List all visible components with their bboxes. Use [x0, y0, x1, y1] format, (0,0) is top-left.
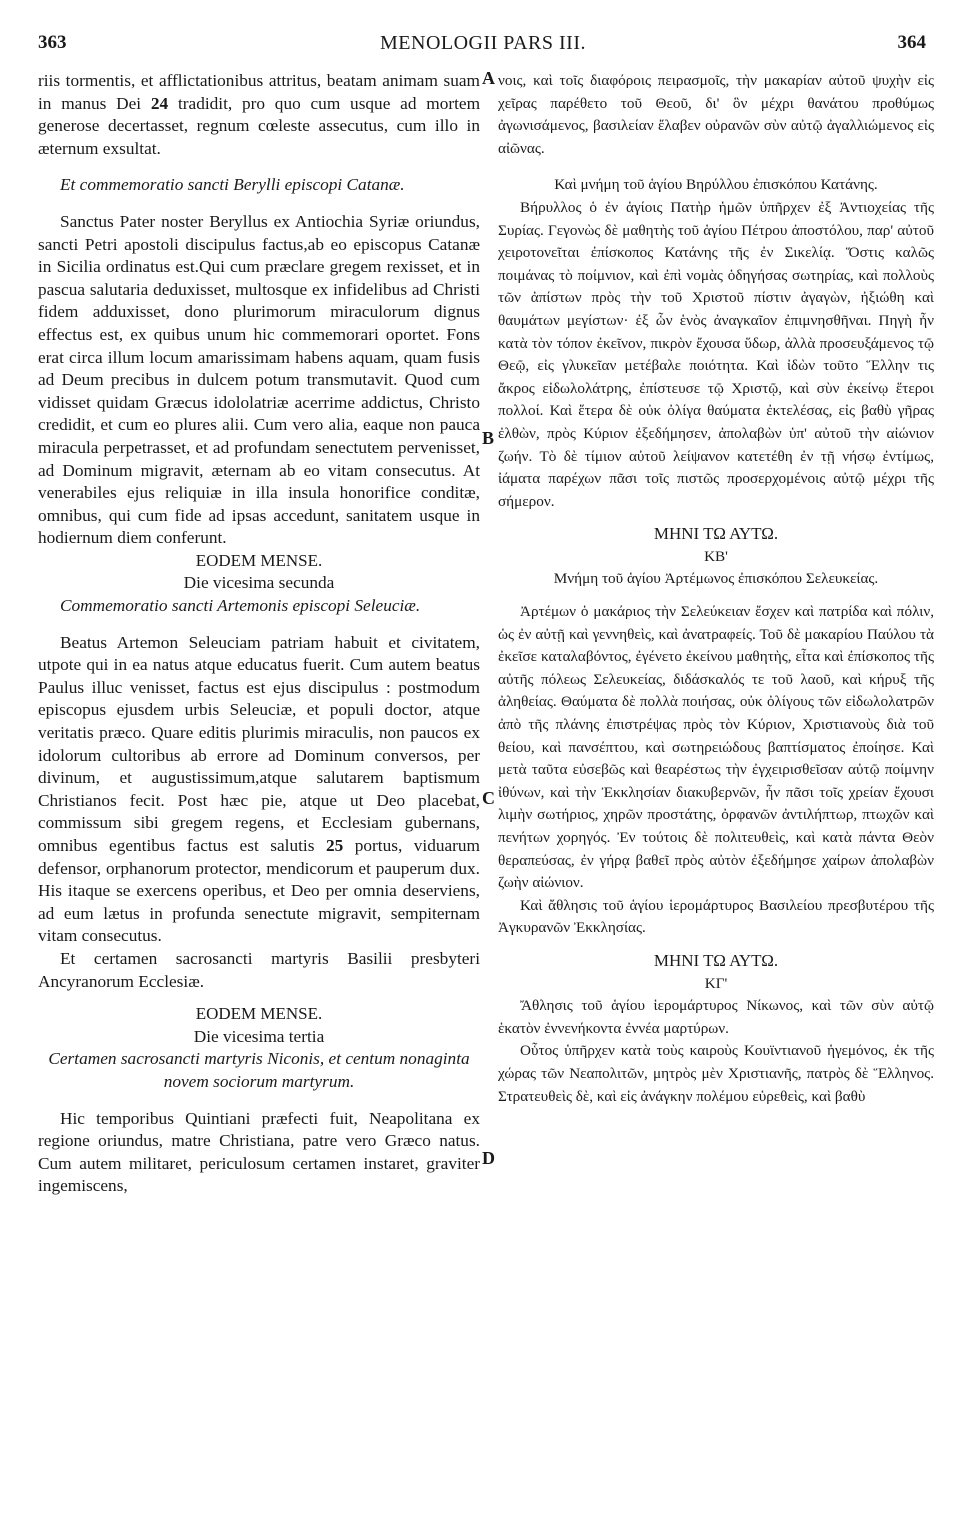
greek-month-heading-1: ΜΗΝΙ ΤΩ ΑΥΤΩ.: [653, 524, 779, 544]
greek-nicon-text: Οὗτος ὑπῆρχεν κατὰ τοὺς καιροὺς Κουϊντιανοῦ ἡγεμόνος, ἐκ τῆς χώρας τῶν Νεαπολιτῶν, μητρὸς μὲν Χριστιανῆς, πατρὸς δὲ Ἕλληνος. Στρατευθεὶς δὲ, καὶ εἰς ἀνάγκην πολέμου εὑρεθεὶς, καὶ βαθὺ: [498, 1042, 934, 1105]
margin-letter-d: D: [482, 1148, 495, 1168]
margin-letter-c: C: [482, 788, 495, 808]
greek-beryllus-text: Βήρυλλος ὁ ἐν ἁγίοις Πατὴρ ἡμῶν ὑπῆρχεν ἐξ Ἀντιοχείας τῆς Συρίας. Γεγονὼς δὲ μαθητὴς τοῦ ἁγίου Πέτρου ἀποστόλου, παρ' αὐτοῦ χειροτονεῖται ἐπίσκοπος Κατάνης τῆς ἐν Σικελίᾳ. Ὅστις καλῶς ποιμάνας τὸ ποίμνιον, καὶ ἐπὶ νομὰς ὁδηγήσας σωτηρίας, καὶ πολλοὺς τῶν ἀπίστων πρὸς τὴν τοῦ Χριστοῦ πίστιν ἀγαγὼν, ἠξιώθη καὶ θαυμάτων μεγίστων· ἐξ ὧν ἑνὸς ἀναγκαῖον ἐπιμνησθῆναι. Πηγὴ ἦν κατὰ τὸν τόπον ἐκεῖνον, πικρὸν ἔχουσα ὕδωρ, ἀλλὰ προσευξάμενος τῷ Θεῷ, εἰς γλυκεῖαν μετέβαλε ποιότητα. Καὶ ἰδὼν τοῦτο Ἕλλην τις ἄκρος εἰδωλολάτρης, ἐπίστευσε τῷ Χριστῷ, καὶ σὺν ἐκείνῳ ἕτεροι πολλοί. Καὶ ἕτερα δὲ οὐκ ὀλίγα θαύματα ἐκτελέσας, εἰς βαθὺ γῆρας ἐλθὼν, πρὸς Κύριον ἐξεδήμησεν, ἀπολαβὼν ὑπ' αὐτοῦ τὴν αἰώνιον ζωήν. Τὸ δὲ τίμιον αὐτοῦ λείψανον κατετέθη ἐν τῇ νήσῳ ἐντίμως, ἰάματα παρέχων πᾶσι τοῖς πιστῶς προσερχομένοις αὐτῷ μέχρι τῆς σήμερον.: [498, 198, 934, 510]
greek-artemon-text: Ἀρτέμων ὁ μακάριος τὴν Σελεύκειαν ἔσχεν καὶ πατρίδα καὶ πόλιν, ὡς ἐν αὐτῇ καὶ γεννηθεὶς, καὶ ἀνατραφείς. Τοῦ δὲ μακαρίου Παύλου τὰ ἐκεῖσε καταλαβόντος, ἐγένετο ἐκείνου μαθητὴς, εἶτα καὶ ἐπίσκοπος τῆς αὐτῆς πόλεως Σελευκείας, διδάσκαλός τε τοῦ λαοῦ, καὶ κήρυξ τῆς ἀληθείας. Θαύματα δὲ πολλὰ ποιήσας, οὐκ ὀλίγους τῶν εἰδωλολατρῶν ἀπὸ τῆς πλάνης ἐπιστρέψας πρὸς τὸν Κύριον, Χριστιανοὺς διὰ τοῦ θείου, καὶ πανσέπτου, καὶ σωτηρειώδους βαπτίσματος ἐποίησε. Καὶ μετὰ ταῦτα εὐσεβῶς καὶ θεαρέστως τὴν ἐγχειρισθεῖσαν αὐτῷ ποίμνην ἰθύνων, καὶ τὴν Ἐκκλησίαν διακυβερνῶν, ἦν πᾶσι τοῖς χρείαν ἔχουσι λιμὴν σωτήριος, χηρῶν προστάτης, ὀρφανῶν ἀντιλήπτωρ, πτωχῶν καὶ πενήτων χορηγός. Ἐν τούτοις δὲ πολιτευθεὶς, καὶ κατὰ πάντα Θεὸν θεραπεύσας, ἐν γήρᾳ βαθεῖ πρὸς αὐτὸν ἐξεδήμησε χαίρων ἀπολαβὼν ζωὴν αἰώνιον.: [498, 603, 934, 892]
latin-month-heading-2: EODEM MENSE.: [195, 1004, 323, 1024]
greek-day-heading-1: ΚΒ': [704, 547, 728, 565]
greek-nicon-title: Ἄθλησις τοῦ ἁγίου ἱερομάρτυρος Νίκωνος, καὶ τῶν σὺν αὐτῷ ἑκατὸν ἐννενήκοντα ἐννέα μαρτύρων.: [498, 997, 934, 1037]
running-title: MENOLOGII PARS III.: [380, 32, 586, 54]
latin-opening-paragraph: riis tormentis, et afflictationibus attritus, beatam animam suam in manus Dei 24 tradidit, pro quo cum usque ad mortem generose decertasset, regnum cœleste assecutus, cum illo in æternum exsultat.: [38, 71, 480, 158]
latin-nicon-title: Certamen sacrosancti martyris Niconis, et centum nonaginta novem sociorum martyrum.: [48, 1049, 470, 1091]
latin-day-heading-1: Die vicesima secunda: [183, 573, 335, 593]
greek-opening-paragraph: νοις, καὶ τοῖς διαφόροις πειρασμοῖς, τὴν μακαρίαν αὐτοῦ ψυχὴν εἰς χεῖρας παρέθετο τοῦ Θεοῦ, δι' ὃν μέχρι θανάτου προθύμως ἀγωνισάμενος, βασιλείαν ἔλαβεν οὐρανῶν σὺν αὐτῷ ἀγαλλιώμενος εἰς αἰῶνας.: [498, 72, 934, 157]
margin-letter-b: B: [482, 428, 495, 448]
greek-beryllus-title: Καὶ μνήμη τοῦ ἁγίου Βηρύλλου ἐπισκόπου Κατάνης.: [554, 176, 878, 194]
latin-day-heading-2: Die vicesima tertia: [193, 1026, 325, 1046]
latin-column: [38, 70, 480, 1530]
verse-number: 25: [325, 836, 344, 855]
greek-column: [498, 70, 934, 1530]
latin-month-heading-1: EODEM MENSE.: [195, 550, 323, 570]
greek-basil-entry: Καὶ ἄθλησις τοῦ ἁγίου ἱερομάρτυρος Βασιλείου πρεσβυτέρου τῆς Ἀγκυρανῶν Ἐκκλησίας.: [498, 896, 934, 937]
latin-nicon-text: Hic temporibus Quintiani præfecti fuit, Neapolitana ex regione oriundus, matre Christiana, patre vero Græco natus. Cum autem militaret, periculosum certamen instaret, graviter ingemiscens,: [38, 1108, 480, 1196]
latin-beryllus-text: Sanctus Pater noster Beryllus ex Antiochia Syriæ oriundus, sancti Petri apostoli discipulus factus,ab eo episcopus Catanæ in Sicilia ordinatus est.Qui cum præclare gregem rexisset, et in pascua salutaria deduxisset, multosque ex infidelibus ad Christi fidem adduxisset, dono plurimorum miraculorum dignus effectus est, ex quibus unum hic commemorari oportet. Fons erat circa illum locum amarissimam habens aquam, quam fusis ad Deum precibus in dulcem potum transmutavit. Quod cum vidisset quidam Græcus idololatriæ acerrime addictus, Christo credidit, et cum eo plures alii. Cum vero alia, eaque non pauca miracula perpetrasset, et ad profundam senectutem pervenisset, ad Dominum migravit, æternam ab eo vitam consecutus. At venerabiles ejus reliquiæ in illa insula honorifice conditæ, omnibus, qui cum fide ad ipsas accedunt, sanitatem usque in hodiernum diem conferunt.: [38, 211, 480, 548]
greek-day-heading-2: ΚΓ': [704, 974, 728, 992]
greek-month-heading-2: ΜΗΝΙ ΤΩ ΑΥΤΩ.: [653, 950, 779, 970]
latin-artemon-title: Commemoratio sancti Artemonis episcopi Seleuciæ.: [60, 596, 421, 616]
latin-basil-entry: Et certamen sacrosancti martyris Basilii presbyteri Ancyranorum Ecclesiæ.: [38, 948, 480, 991]
verse-number: 24: [150, 93, 169, 113]
greek-artemon-title: Μνήμη τοῦ ἁγίου Ἀρτέμωνος ἐπισκόπου Σελευκείας.: [553, 570, 879, 588]
latin-beryllus-title: Et commemoratio sancti Berylli episcopi Catanæ.: [60, 175, 405, 195]
page-number-right: 364: [897, 32, 926, 53]
page-number-left: 363: [38, 32, 67, 53]
latin-artemon-text: Beatus Artemon Seleuciam patriam habuit et civitatem, utpote qui in ea natus atque educatus fuerit. Cum autem beatus Paulus illuc venisset, factus est ejus discipulus : postmodum episcopus ejusdem urbis Seleuciæ, et populi doctor, atque veritatis præco. Quare editis plurimis miraculis, non paucos ex idolorum cultoribus ab errore ad Dominum conversos, per divinum, et augustissimum,atque salutarem baptismum Christianos fecit. Post hæc pie, atque ut Deo placebat, commissum sibi gregem regens, et Ecclesiam gubernans, omnibus egentibus factus est salutis 25 portus, viduarum defensor, orphanorum protector, mendicorum et pauperum dux. His itaque se exercens operibus, et Deo per omnia deserviens, ad eum lætus in profunda senectute migravit, sempiternam vitam consecutus.: [38, 632, 480, 946]
page-header: [0, 0, 966, 70]
margin-letter-a: A: [482, 68, 495, 88]
